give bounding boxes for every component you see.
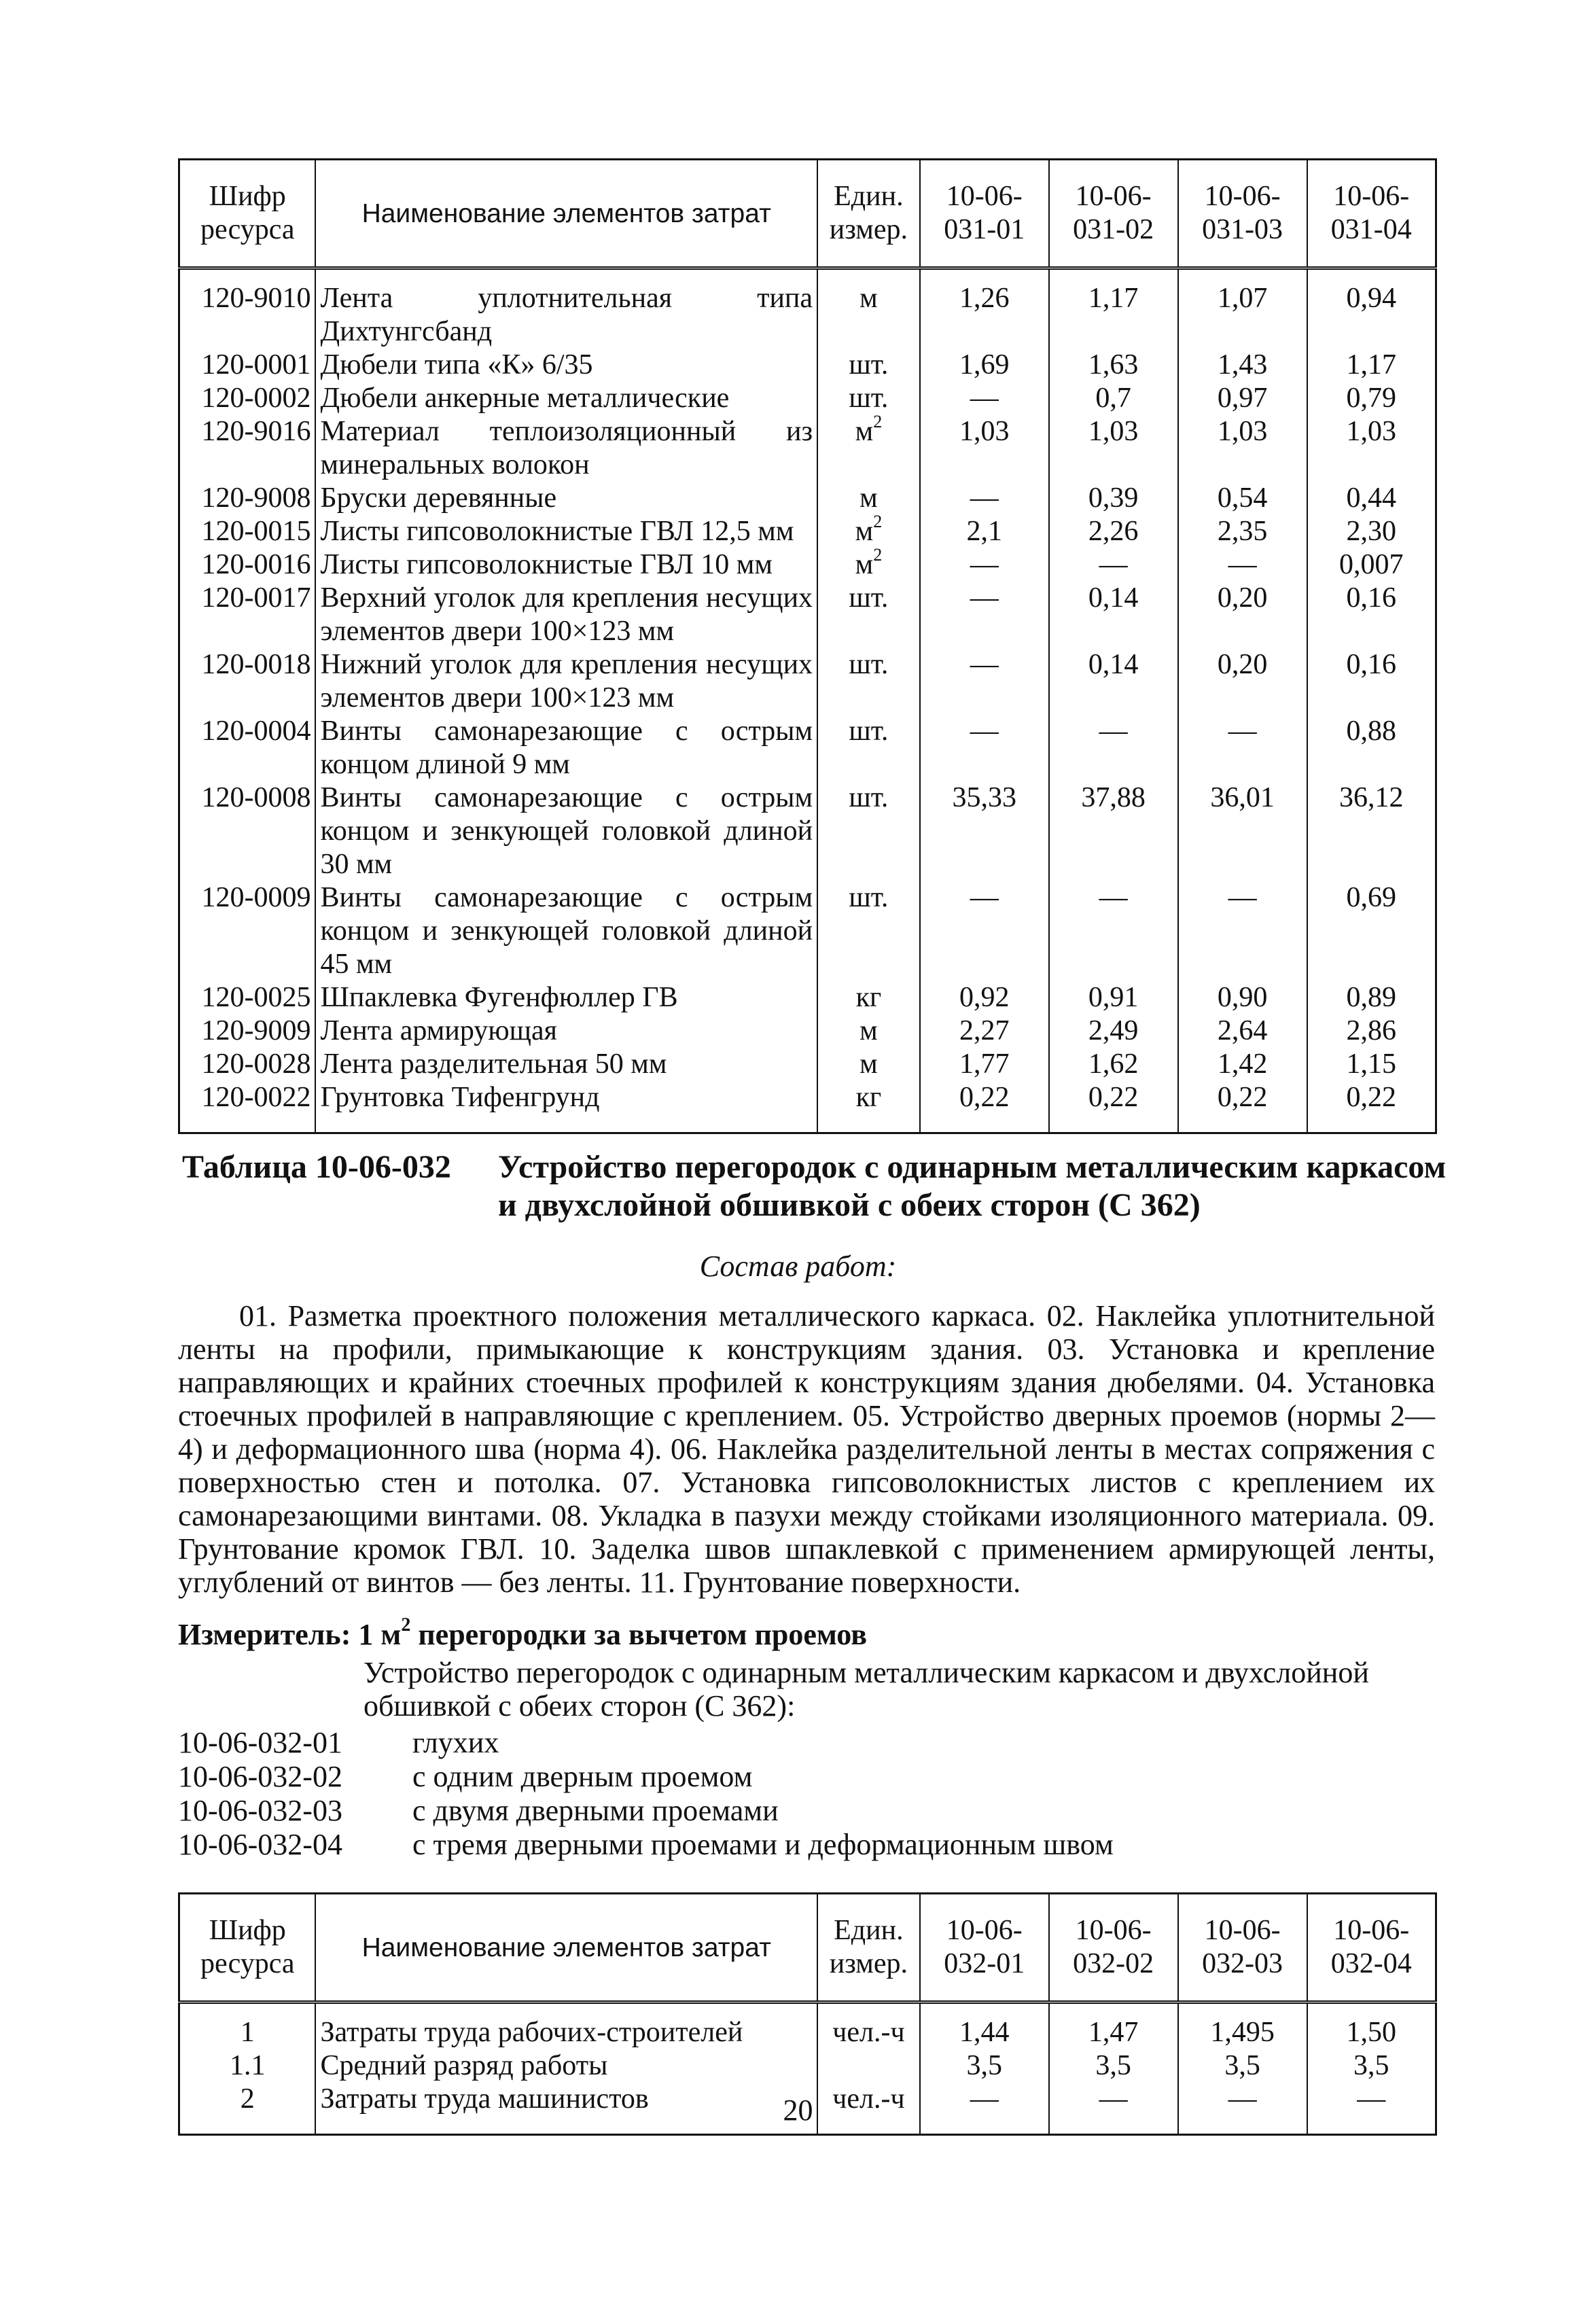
unit-text: м [859, 1048, 878, 1080]
unit-text: чел.-ч [832, 2017, 905, 2048]
header-unit: Един. измер. [817, 1894, 920, 2002]
header-code: Шифр ресурса [179, 160, 316, 268]
resource-unit [817, 582, 920, 648]
work-composition-text: 01. Разметка проектного положения металлического каркаса. 02. Наклейка уплотнительной ленты на профили, примыкающие к конструкциям здания. 03. Установка и крепление направляющих и крайних стоечных профилей к конструкциям здания дюбелями. 04. Установка стоечных профилей в направляющие с креплением. 05. Устройство дверных проемов (нормы 2—4) и деформационного шва (норма 4). 06. Наклейка разделительной ленты в местах сопряжения с поверхностью стен и потолка. 07. Установка гипсоволокнистых листов с креплением их самонарезающими винтами. 08. Укладка в пазухи между стойками изоляционного материала. 09. Грунтование кромок ГВЛ. 10. Заделка швов шпаклевкой с применением армирующей ленты, углублений от винтов — без ленты. 11. Грунтование поверхности. [178, 1299, 1435, 1599]
resource-code: 120-0002 [179, 382, 316, 415]
norms-intro: Устройство перегородок с одинарным металлическим каркасом и двухслойной обшивкой с обеих сторон (С 362): [363, 1656, 1369, 1723]
table-row [179, 515, 1436, 548]
resource-unit [817, 382, 920, 415]
resource-name: Винты самонарезающие с острым концом и зенкующей головкой длиной 30 мм [315, 781, 817, 881]
resource-code: 120-9010 [179, 268, 316, 349]
table-row [179, 715, 1436, 781]
header-name: Наименование элементов затрат [315, 160, 817, 268]
value-cell: — [1049, 2083, 1178, 2135]
resource-code: 120-0015 [179, 515, 316, 548]
resource-code: 1 [179, 2002, 316, 2050]
table-row [179, 881, 1436, 981]
resource-unit [817, 482, 920, 515]
value-cell: — [1178, 548, 1307, 582]
table-row [179, 981, 1436, 1014]
unit-text: м [855, 549, 874, 580]
header-col-1: 10-06- 032-01 [920, 1894, 1049, 2002]
value-cell: 0,89 [1307, 981, 1436, 1014]
resource-name: Дюбели анкерные металлические [315, 382, 817, 415]
value-cell: 0,16 [1307, 648, 1436, 715]
table-row [179, 2049, 1436, 2083]
header-col-2: 10-06- 031-02 [1049, 160, 1178, 268]
resource-code: 120-0004 [179, 715, 316, 781]
header-col-2: 10-06- 032-02 [1049, 1894, 1178, 2002]
value-cell: 2,26 [1049, 515, 1178, 548]
value-cell: 1,69 [920, 349, 1049, 382]
value-cell: 1,03 [920, 415, 1049, 482]
norm-description: с двумя дверными проемами [412, 1794, 779, 1827]
table-row [179, 648, 1436, 715]
table-row [179, 482, 1436, 515]
value-cell: 0,7 [1049, 382, 1178, 415]
value-cell: 1,50 [1307, 2002, 1436, 2050]
resource-code: 120-0008 [179, 781, 316, 881]
resource-name: Грунтовка Тифенгрунд [315, 1081, 817, 1133]
table-header-row [179, 160, 1436, 268]
value-cell: 1,17 [1307, 349, 1436, 382]
value-cell: 2,64 [1178, 1014, 1307, 1048]
resource-code: 120-0018 [179, 648, 316, 715]
value-cell: 2,86 [1307, 1014, 1436, 1048]
page-number: 20 [783, 2094, 813, 2127]
resource-code: 120-0001 [179, 349, 316, 382]
value-cell: 1,26 [920, 268, 1049, 349]
resource-code: 120-0025 [179, 981, 316, 1014]
resource-table-031 [178, 158, 1437, 1134]
resource-unit [817, 2002, 920, 2050]
resource-name: Винты самонарезающие с острым концом и зенкующей головкой длиной 45 мм [315, 881, 817, 981]
value-cell: 0,39 [1049, 482, 1178, 515]
unit-text: м [855, 516, 874, 547]
header-code: Шифр ресурса [179, 1894, 316, 2002]
value-cell: 0,69 [1307, 881, 1436, 981]
resource-code: 120-0028 [179, 1048, 316, 1081]
unit-text: м [859, 1015, 878, 1046]
value-cell: 1,17 [1049, 268, 1178, 349]
resource-name: Листы гипсоволокнистые ГВЛ 12,5 мм [315, 515, 817, 548]
unit-text: шт. [849, 782, 889, 813]
resource-name: Лента уплотнительная типа Дихтунгсбанд [315, 268, 817, 349]
value-cell: — [1178, 881, 1307, 981]
value-cell: — [1178, 715, 1307, 781]
unit-text: шт. [849, 349, 889, 381]
value-cell: 2,1 [920, 515, 1049, 548]
table-title: Устройство перегородок с одинарным металлическим каркасом и двухслойной обшивкой с обеих сторон (С 362) [498, 1149, 1447, 1223]
table-header-row [179, 1894, 1436, 2002]
resource-name: Затраты труда машинистов [315, 2083, 817, 2135]
resource-unit [817, 349, 920, 382]
resource-unit [817, 715, 920, 781]
resource-name: Затраты труда рабочих-строителей [315, 2002, 817, 2050]
value-cell: 1,03 [1178, 415, 1307, 482]
value-cell: 0,22 [920, 1081, 1049, 1133]
resource-name: Дюбели типа «К» 6/35 [315, 349, 817, 382]
resource-name: Бруски деревянные [315, 482, 817, 515]
resource-code: 120-0022 [179, 1081, 316, 1133]
value-cell: 1,495 [1178, 2002, 1307, 2050]
resource-code: 120-0009 [179, 881, 316, 981]
unit-superscript: 2 [873, 412, 883, 431]
value-cell: — [920, 482, 1049, 515]
value-cell: 2,30 [1307, 515, 1436, 548]
value-cell: 0,79 [1307, 382, 1436, 415]
value-cell: 0,20 [1178, 582, 1307, 648]
value-cell: 1,15 [1307, 1048, 1436, 1081]
norm-description: с тремя дверными проемами и деформационным швом [412, 1828, 1114, 1861]
value-cell: 2,35 [1178, 515, 1307, 548]
value-cell: 0,44 [1307, 482, 1436, 515]
unit-text: м [859, 283, 878, 314]
value-cell: 3,5 [1178, 2049, 1307, 2083]
value-cell: — [920, 881, 1049, 981]
value-cell: 0,88 [1307, 715, 1436, 781]
value-cell: — [1178, 2083, 1307, 2135]
value-cell: 36,01 [1178, 781, 1307, 881]
header-unit: Един. измер. [817, 160, 920, 268]
value-cell: 0,92 [920, 981, 1049, 1014]
header-col-3: 10-06- 032-03 [1178, 1894, 1307, 2002]
work-composition-heading: Состав работ: [699, 1250, 897, 1283]
unit-text: кг [855, 982, 882, 1013]
value-cell: 3,5 [1049, 2049, 1178, 2083]
value-cell: 0,90 [1178, 981, 1307, 1014]
resource-unit [817, 1081, 920, 1133]
unit-text: шт. [849, 716, 889, 747]
value-cell: 1,07 [1178, 268, 1307, 349]
value-cell: 0,22 [1178, 1081, 1307, 1133]
header-col-4: 10-06- 031-04 [1307, 160, 1436, 268]
resource-name: Винты самонарезающие с острым концом длиной 9 мм [315, 715, 817, 781]
resource-name: Лента армирующая [315, 1014, 817, 1048]
table-row [179, 1014, 1436, 1048]
header-col-1: 10-06- 031-01 [920, 160, 1049, 268]
resource-unit [817, 881, 920, 981]
resource-code: 120-9016 [179, 415, 316, 482]
value-cell: 1,47 [1049, 2002, 1178, 2050]
value-cell: 0,007 [1307, 548, 1436, 582]
unit-text: м [855, 416, 874, 447]
table-label: Таблица 10-06-032 [182, 1149, 451, 1185]
resource-unit [817, 412, 920, 482]
norm-code: 10-06-032-03 [178, 1794, 342, 1827]
unit-superscript: 2 [873, 545, 883, 565]
table-row [179, 548, 1436, 582]
norm-code: 10-06-032-02 [178, 1760, 342, 1793]
value-cell: 1,62 [1049, 1048, 1178, 1081]
value-cell: — [920, 648, 1049, 715]
resource-code: 120-9008 [179, 482, 316, 515]
value-cell: 0,54 [1178, 482, 1307, 515]
resource-name: Лента разделительная 50 мм [315, 1048, 817, 1081]
resource-code: 1.1 [179, 2049, 316, 2083]
norm-code: 10-06-032-04 [178, 1828, 342, 1861]
value-cell: 37,88 [1049, 781, 1178, 881]
value-cell: — [1307, 2083, 1436, 2135]
value-cell: — [920, 382, 1049, 415]
value-cell: 0,97 [1178, 382, 1307, 415]
resource-code: 120-0016 [179, 548, 316, 582]
value-cell: — [1049, 715, 1178, 781]
table-row [179, 2002, 1436, 2050]
value-cell: 0,22 [1307, 1081, 1436, 1133]
resource-unit [817, 648, 920, 715]
unit-text: шт. [849, 882, 889, 913]
header-col-3: 10-06- 031-03 [1178, 160, 1307, 268]
unit-superscript: 2 [873, 512, 883, 531]
resource-name: Материал теплоизоляционный из минеральных волокон [315, 415, 817, 482]
value-cell: — [920, 582, 1049, 648]
value-cell: 2,27 [920, 1014, 1049, 1048]
resource-name: Шпаклевка Фугенфюллер ГВ [315, 981, 817, 1014]
table-row [179, 582, 1436, 648]
resource-unit [817, 545, 920, 582]
unit-text: чел.-ч [832, 2083, 905, 2115]
resource-name: Верхний уголок для крепления несущих элементов двери 100×123 мм [315, 582, 817, 648]
resource-name: Нижний уголок для крепления несущих элементов двери 100×123 мм [315, 648, 817, 715]
header-col-4: 10-06- 032-04 [1307, 1894, 1436, 2002]
value-cell: 36,12 [1307, 781, 1436, 881]
unit-text: м [859, 482, 878, 514]
value-cell: 1,42 [1178, 1048, 1307, 1081]
norm-code: 10-06-032-01 [178, 1726, 342, 1759]
value-cell: 0,91 [1049, 981, 1178, 1014]
value-cell: 1,03 [1049, 415, 1178, 482]
resource-unit [817, 512, 920, 548]
resource-name: Листы гипсоволокнистые ГВЛ 10 мм [315, 548, 817, 582]
resource-unit [817, 1014, 920, 1048]
resource-code: 2 [179, 2083, 316, 2135]
value-cell: 0,14 [1049, 648, 1178, 715]
unit-text: кг [855, 1082, 882, 1113]
resource-unit [817, 781, 920, 881]
resource-name: Средний разряд работы [315, 2049, 817, 2083]
value-cell: 1,43 [1178, 349, 1307, 382]
table-row [179, 415, 1436, 482]
value-cell: 1,03 [1307, 415, 1436, 482]
norm-description: глухих [412, 1726, 499, 1759]
value-cell: 35,33 [920, 781, 1049, 881]
unit-text: шт. [849, 383, 889, 414]
value-cell: — [1049, 881, 1178, 981]
value-cell: 0,20 [1178, 648, 1307, 715]
value-cell: 0,16 [1307, 582, 1436, 648]
table-row [179, 1081, 1436, 1133]
value-cell: 0,94 [1307, 268, 1436, 349]
value-cell: 1,63 [1049, 349, 1178, 382]
value-cell: 1,77 [920, 1048, 1049, 1081]
value-cell: 3,5 [1307, 2049, 1436, 2083]
table-row [179, 1048, 1436, 1081]
value-cell: — [920, 2083, 1049, 2135]
table-row [179, 781, 1436, 881]
value-cell: — [1049, 548, 1178, 582]
norm-description: с одним дверным проемом [412, 1760, 753, 1793]
unit-text: шт. [849, 582, 889, 614]
value-cell: 3,5 [920, 2049, 1049, 2083]
resource-code: 120-9009 [179, 1014, 316, 1048]
resource-unit [817, 1048, 920, 1081]
value-cell: 0,14 [1049, 582, 1178, 648]
unit-text: шт. [849, 649, 889, 680]
value-cell: 2,49 [1049, 1014, 1178, 1048]
table-row [179, 268, 1436, 349]
resource-unit [817, 2049, 920, 2083]
value-cell: — [920, 548, 1049, 582]
value-cell: 1,44 [920, 2002, 1049, 2050]
measure-line: Измеритель: 1 $м^2$ перегородки за вычетом проемов [178, 1614, 867, 1651]
resource-unit [817, 268, 920, 349]
table-row [179, 349, 1436, 382]
table-row [179, 382, 1436, 415]
value-cell: — [920, 715, 1049, 781]
value-cell: 0,22 [1049, 1081, 1178, 1133]
resource-unit [817, 981, 920, 1014]
resource-code: 120-0017 [179, 582, 316, 648]
header-name: Наименование элементов затрат [315, 1894, 817, 2002]
